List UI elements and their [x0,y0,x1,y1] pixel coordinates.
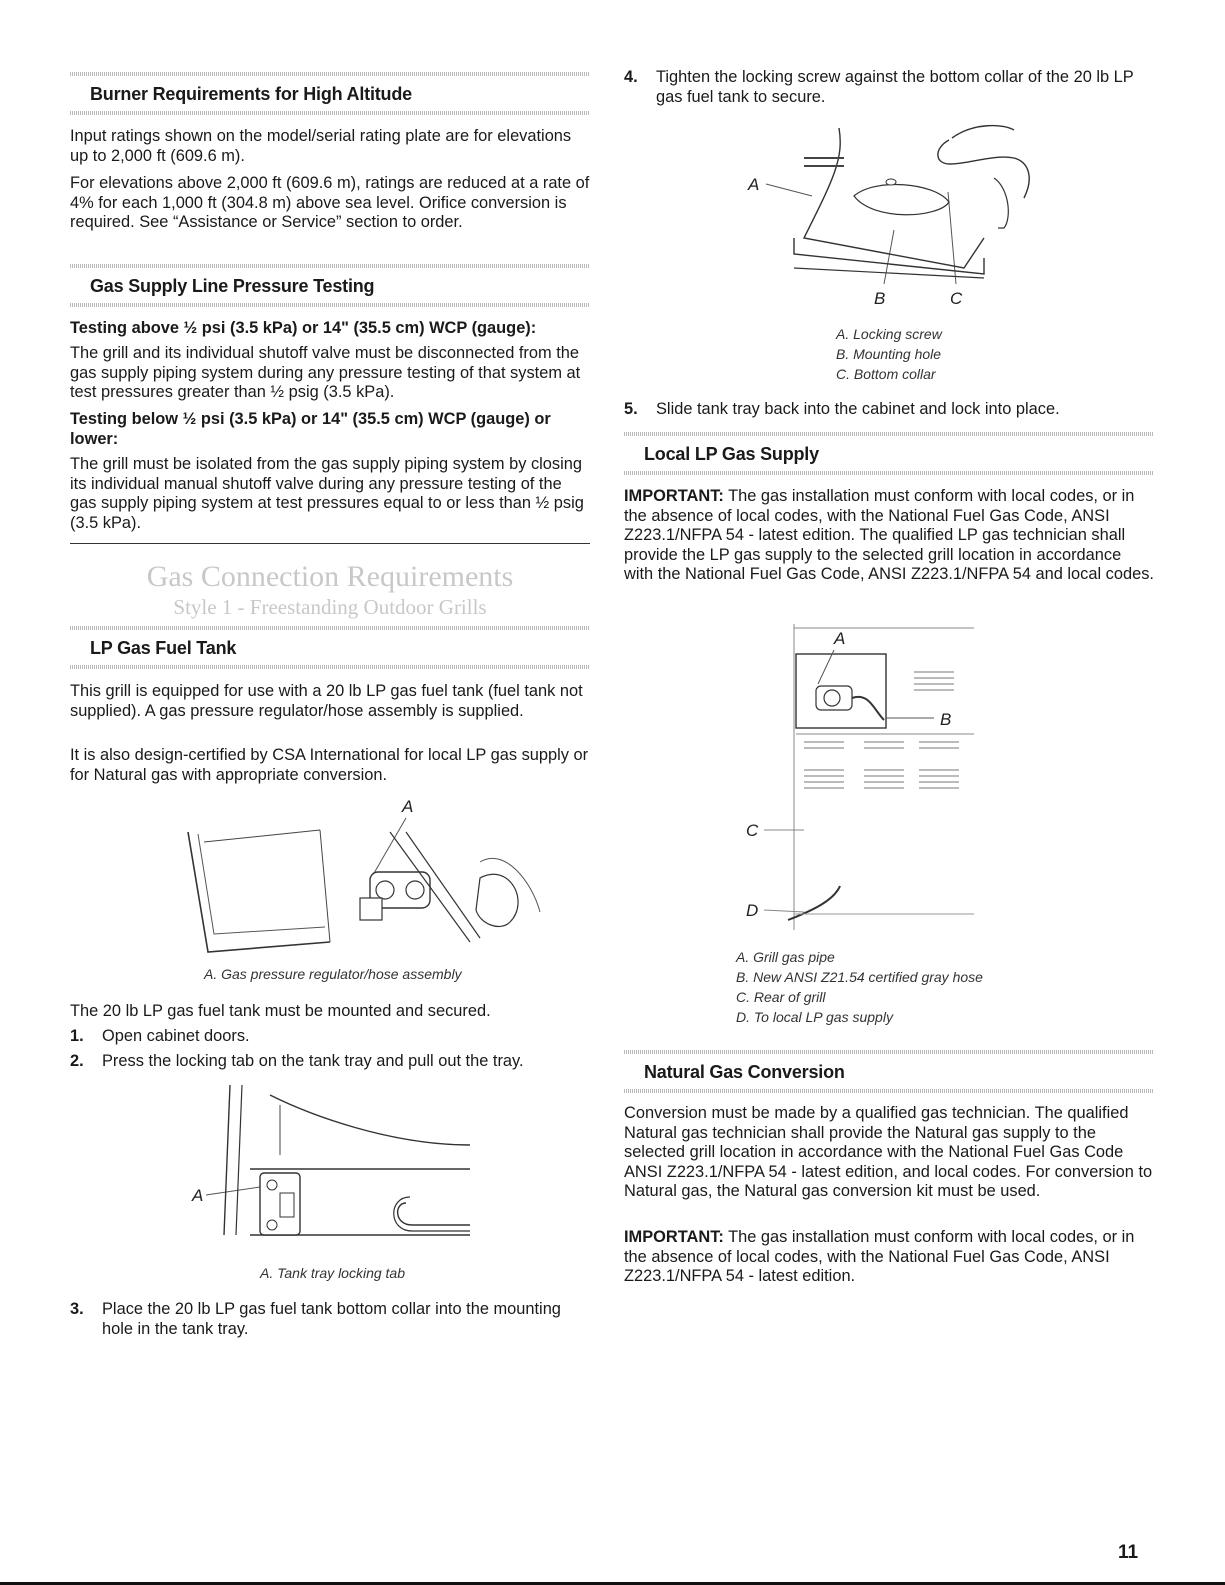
step-1 [70,1027,590,1047]
step-text: Tighten the locking screw against the bottom collar of the 20 lb LP gas fuel tank to secure. [656,68,1134,106]
figure-label-a: A [192,1186,204,1205]
section-title: Natural Gas Conversion [644,1062,845,1082]
paragraph: It is also design-certified by CSA International for local LP gas supply or for Natural gas with appropriate conversion. [70,746,589,784]
figure-caption: D. To local LP gas supply [736,1009,893,1025]
section-header-pressure [70,264,590,307]
important-label: IMPORTANT: [624,487,724,505]
figure-caption: A. Tank tray locking tab [260,1265,406,1281]
chapter-subtitle: Style 1 - Freestanding Outdoor Grills [173,595,487,619]
step-text: Place the 20 lb LP gas fuel tank bottom collar into the mounting hole in the tank tray. [102,1300,561,1338]
figure-label-a: A [748,175,760,194]
paragraph [624,1228,1154,1287]
step-5 [624,400,1154,420]
step-3 [70,1300,590,1339]
step-4 [624,68,1154,107]
step-number: 3. [70,1300,84,1318]
paragraph-text: The gas installation must conform with local codes, or in the absence of local codes, with the National Fuel Gas Code, ANSI Z223.1/NFPA 54 - latest edition. The qualified LP gas technician shall provide the LP gas supply to the selected grill location in accordance with the National Fuel Gas Code, ANSI Z223.1/NFPA 54 and local codes. [624,487,1154,584]
page-number: 11 [1118,1542,1139,1563]
figure-label-a: A [402,797,414,816]
section-header-burner [70,72,590,115]
figure-label-c: C [950,289,963,308]
figure-caption: B. Mounting hole [836,346,942,362]
divider [70,543,590,544]
figure-caption: C. Bottom collar [836,366,936,382]
step-number: 5. [624,400,638,418]
paragraph: This grill is equipped for use with a 20 lb LP gas fuel tank (fuel tank not supplied). A gas pressure regulator/hose assembly is supplied. [70,682,583,720]
figure-label-b: B [940,710,952,729]
chapter-title: Gas Connection Requirements [146,560,514,593]
section-title: LP Gas Fuel Tank [90,638,237,658]
step-number: 2. [70,1052,84,1070]
tank-tray-illustration [190,1085,480,1255]
figure-caption: A. Grill gas pipe [736,949,835,965]
figure-label-a: A [834,629,846,648]
subheading: Testing below ½ psi (3.5 kPa) or 14" (35.5 cm) WCP (gauge) or lower: [70,410,551,448]
figure-caption: A. Gas pressure regulator/hose assembly [204,966,462,982]
paragraph: The grill and its individual shutoff valve must be disconnected from the gas supply piping system during any pressure testing of that system at test pressures greater than ½ psig (3.5 kPa). [70,344,581,402]
section-title: Gas Supply Line Pressure Testing [90,276,375,296]
important-label: IMPORTANT: [624,1228,724,1246]
figure-caption: C. Rear of grill [736,989,826,1005]
section-title: Local LP Gas Supply [644,444,819,464]
figure-label-c: C [746,821,759,840]
section-header-lp-tank [70,626,590,669]
figure-caption: A. Locking screw [836,326,942,342]
locking-screw-illustration [744,118,1044,308]
paragraph [624,487,1154,585]
figure-caption: B. New ANSI Z21.54 certified gray hose [736,969,983,985]
paragraph: Conversion must be made by a qualified gas technician. The qualified Natural gas technician shall provide the Natural gas supply to the selected grill location in accordance with the National Fuel Gas Code ANSI Z223.1/NFPA 54 - latest edition, and local codes. For conversion to Natural gas, the Natural gas conversion kit must be used. [624,1104,1153,1201]
step-2 [70,1052,590,1072]
section-header-natural [624,1050,1154,1093]
section-header-local-lp [624,432,1154,475]
grill-rear-illustration [734,620,984,940]
figure-label-d: D [746,901,759,920]
step-number: 1. [70,1027,84,1045]
paragraph: The 20 lb LP gas fuel tank must be mounted and secured. [70,1002,491,1020]
regulator-illustration [180,792,510,964]
step-text: Slide tank tray back into the cabinet and lock into place. [656,400,1060,418]
step-text: Open cabinet doors. [102,1027,250,1045]
subheading: Testing above ½ psi (3.5 kPa) or 14" (35.5 cm) WCP (gauge): [70,319,537,337]
figure-label-b: B [874,289,886,308]
step-text: Press the locking tab on the tank tray and pull out the tray. [102,1052,524,1070]
paragraph: For elevations above 2,000 ft (609.6 m), ratings are reduced at a rate of 4% for each 1,000 ft (304.8 m) above sea level. Orifice conversion is required. See “Assistance or Service” section to order. [70,174,590,232]
section-title: Burner Requirements for High Altitude [90,84,412,104]
paragraph: The grill must be isolated from the gas supply piping system by closing its individual manual shutoff valve during any pressure testing of the gas supply piping system at test pressures equal to or less than ½ psig (3.5 kPa). [70,455,584,532]
paragraph-text: The gas installation must conform with local codes, or in the absence of local codes, with the National Fuel Gas Code, ANSI Z223.1/NFPA 54 - latest edition. [624,1228,1135,1286]
step-number: 4. [624,68,638,86]
paragraph: Input ratings shown on the model/serial rating plate are for elevations up to 2,000 ft (609.6 m). [70,127,572,165]
